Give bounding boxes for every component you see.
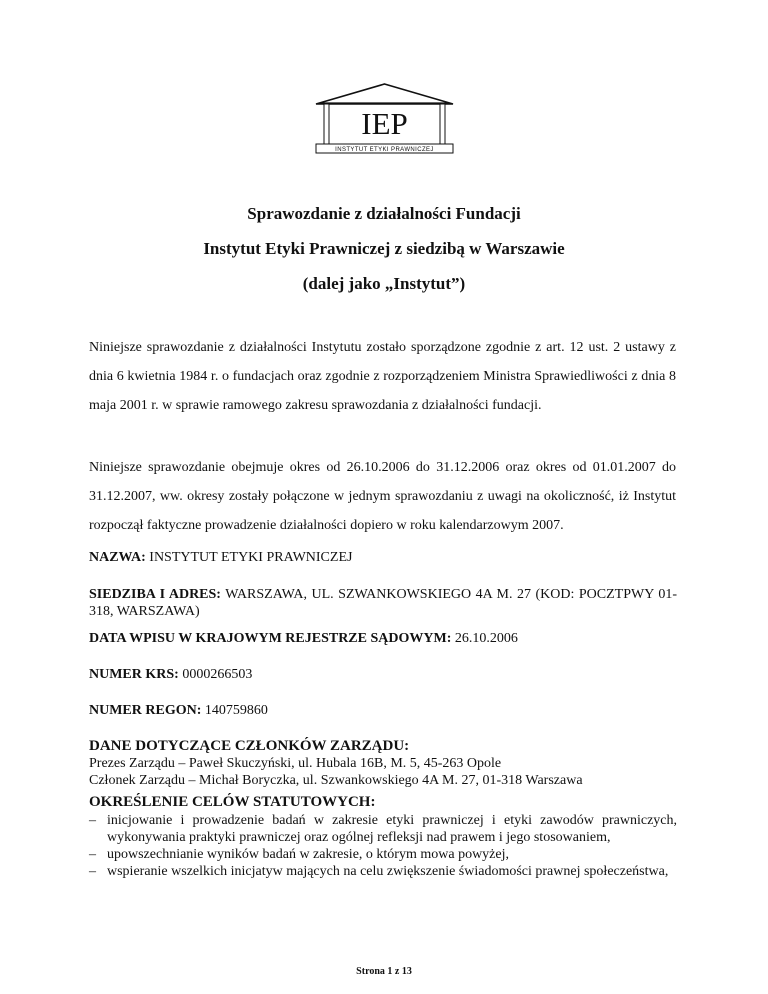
board-section <box>89 738 677 789</box>
goals-list <box>89 812 677 880</box>
name-field <box>89 549 677 566</box>
logo-pediment <box>316 84 453 104</box>
logo-tagline: INSTYTUT ETYKI PRAWNICZEJ <box>335 147 434 153</box>
list-item-text: inicjowanie i prowadzenie badań w zakresie etyki prawniczej i etyki zawodów prawniczych, wykonywania praktyki prawniczej oraz ogólnej refleksji nad prawem i jego stosowaniem, <box>107 813 677 845</box>
period-paragraph: Niniejsze sprawozdanie obejmuje okres od 26.10.2006 do 31.12.2006 oraz okres od 01.01.2007 do 31.12.2007, ww. okresy zostały połączone w jednym sprawozdaniu z uwagi na okoliczność, iż Instytut rozpoczął faktyczne prowadzenie działalności dopiero w roku kalendarzowym 2007. <box>89 460 676 533</box>
krs-number-label: NUMER KRS: <box>89 667 179 682</box>
page-number: Strona 1 z 13 <box>356 966 412 977</box>
regon-number-field <box>89 702 677 719</box>
list-item <box>89 846 677 863</box>
address-label: SIEDZIBA I ADRES: <box>89 587 221 602</box>
list-item-text: wspieranie wszelkich inicjatyw mających na celu zwiększenie świadomości prawnej społeczeństwa, <box>107 864 669 879</box>
regon-number-label: NUMER REGON: <box>89 703 202 718</box>
board-heading: DANE DOTYCZĄCE CZŁONKÓW ZARZĄDU: <box>89 738 410 754</box>
list-bullet: – <box>89 847 96 862</box>
list-bullet: – <box>89 864 96 879</box>
name-value: INSTYTUT ETYKI PRAWNICZEJ <box>145 550 353 565</box>
logo-column-left <box>324 104 329 144</box>
list-item <box>89 812 677 846</box>
regon-number-value: 140759860 <box>201 703 268 718</box>
krs-number-value: 0000266503 <box>178 667 253 682</box>
iep-logo <box>313 82 456 154</box>
document-title-line-2: Instytut Etyki Prawniczej z siedzibą w Warszawie <box>203 239 565 258</box>
list-item-text: upowszechnianie wyników badań w zakresie, o którym mowa powyżej, <box>107 847 509 862</box>
board-member-president: Prezes Zarządu – Paweł Skuczyński, ul. Hubala 16B, M. 5, 45-263 Opole <box>89 756 502 771</box>
document-title-line-1: Sprawozdanie z działalności Fundacji <box>247 204 521 223</box>
intro-paragraph: Niniejsze sprawozdanie z działalności Instytutu zostało sporządzone zgodnie z art. 12 ust. 2 ustawy z dnia 6 kwietnia 1984 r. o fundacjach oraz zgodnie z rozporządzeniem Ministra Sprawiedliwości z dnia 8 maja 2001 r. w sprawie ramowego zakresu sprawozdania z działalności fundacji. <box>89 340 676 413</box>
name-label: NAZWA: <box>89 550 146 565</box>
krs-number-field <box>89 666 677 683</box>
goals-heading-block <box>89 794 677 811</box>
list-item <box>89 863 677 880</box>
registration-date-value: 26.10.2006 <box>451 631 518 646</box>
logo-brand-text: IEP <box>361 106 408 141</box>
document-title-line-3: (dalej jako „Instytut”) <box>302 274 466 293</box>
registration-date-label: DATA WPISU W KRAJOWYM REJESTRZE SĄDOWYM: <box>89 631 452 646</box>
registration-date-field <box>89 630 677 647</box>
address-value: WARSZAWA, UL. SZWANKOWSKIEGO 4A M. 27 (KOD: POCZTPWY 01-318, WARSZAWA) <box>89 587 678 619</box>
address-field <box>89 586 677 620</box>
board-member: Członek Zarządu – Michał Boryczka, ul. Szwankowskiego 4A M. 27, 01-318 Warszawa <box>89 773 583 788</box>
list-bullet: – <box>89 813 96 828</box>
logo-column-right <box>440 104 445 144</box>
goals-heading: OKREŚLENIE CELÓW STATUTOWYCH: <box>89 794 376 810</box>
